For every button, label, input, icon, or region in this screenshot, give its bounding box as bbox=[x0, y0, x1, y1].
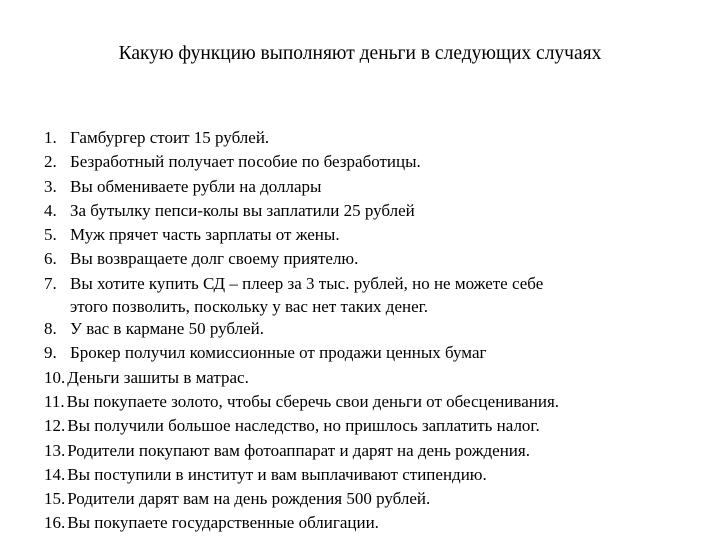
item-text-line-2: этого позволить, поскольку у вас нет таких денег. bbox=[70, 297, 428, 317]
item-number: 11. bbox=[44, 391, 65, 411]
item-text: Деньги зашиты в матрас. bbox=[67, 367, 249, 387]
list-item-12 bbox=[44, 414, 704, 438]
list-item-15 bbox=[44, 487, 704, 511]
item-text: Гамбургер стоит 15 рублей. bbox=[70, 128, 270, 147]
list-item-16 bbox=[44, 511, 704, 535]
list-item-2 bbox=[44, 150, 704, 174]
question-list bbox=[44, 126, 704, 536]
item-text: Вы обмениваете рубли на доллары bbox=[70, 176, 322, 196]
list-item-1 bbox=[44, 126, 704, 150]
item-number: 13. bbox=[44, 440, 66, 460]
list-item-14 bbox=[44, 463, 704, 487]
list-item-10 bbox=[44, 366, 704, 390]
slide-title: Какую функцию выполняют деньги в следующих случаях bbox=[118, 43, 602, 64]
item-text-line-1: Вы хотите купить СД – плеер за 3 тыс. рублей, но не можете себе bbox=[70, 273, 544, 293]
item-text: Брокер получил комиссионные от продажи ценных бумаг bbox=[70, 343, 487, 363]
item-number: 4. bbox=[44, 200, 57, 220]
item-text bbox=[70, 272, 704, 317]
item-text: Родители дарят вам на день рождения 500 рублей. bbox=[67, 489, 431, 509]
item-number: 12. bbox=[44, 416, 66, 436]
item-text: Родители покупают вам фотоаппарат и дарят на день рождения. bbox=[67, 440, 530, 460]
item-number: 15. bbox=[44, 489, 66, 509]
list-item-3 bbox=[44, 175, 704, 199]
list-item-8 bbox=[44, 317, 704, 341]
item-number: 9. bbox=[44, 343, 57, 363]
item-number: 7. bbox=[44, 273, 57, 293]
list-item-4 bbox=[44, 199, 704, 223]
list-item-7 bbox=[44, 272, 704, 317]
item-number: 6. bbox=[44, 249, 57, 269]
item-number: 2. bbox=[44, 152, 57, 172]
item-text: За бутылку пепси-колы вы заплатили 25 рублей bbox=[70, 200, 415, 220]
item-number: 5. bbox=[44, 225, 57, 245]
item-text: Вы поступили в институт и вам выплачивают стипендию. bbox=[67, 464, 487, 484]
list-item-9 bbox=[44, 341, 704, 365]
item-number: 1. bbox=[44, 128, 57, 147]
item-number: 8. bbox=[44, 319, 57, 339]
list-item-5 bbox=[44, 223, 704, 247]
item-text: Муж прячет часть зарплаты от жены. bbox=[70, 225, 340, 245]
item-number: 10. bbox=[44, 367, 66, 387]
item-text: Вы возвращаете долг своему приятелю. bbox=[70, 249, 359, 269]
item-text: У вас в кармане 50 рублей. bbox=[70, 319, 264, 339]
item-number: 3. bbox=[44, 176, 57, 196]
item-text: Вы покупаете золото, чтобы сберечь свои деньги от обесценивания. bbox=[66, 391, 560, 411]
item-number: 14. bbox=[44, 464, 66, 484]
list-item-13 bbox=[44, 439, 704, 463]
list-item-11 bbox=[44, 390, 704, 414]
item-text: Вы получили большое наследство, но пришлось заплатить налог. bbox=[67, 416, 540, 436]
item-text: Безработный получает пособие по безработицы. bbox=[70, 152, 421, 172]
item-text: Вы покупаете государственные облигации. bbox=[67, 513, 379, 533]
list-item-6 bbox=[44, 247, 704, 271]
item-number: 16. bbox=[44, 513, 66, 533]
